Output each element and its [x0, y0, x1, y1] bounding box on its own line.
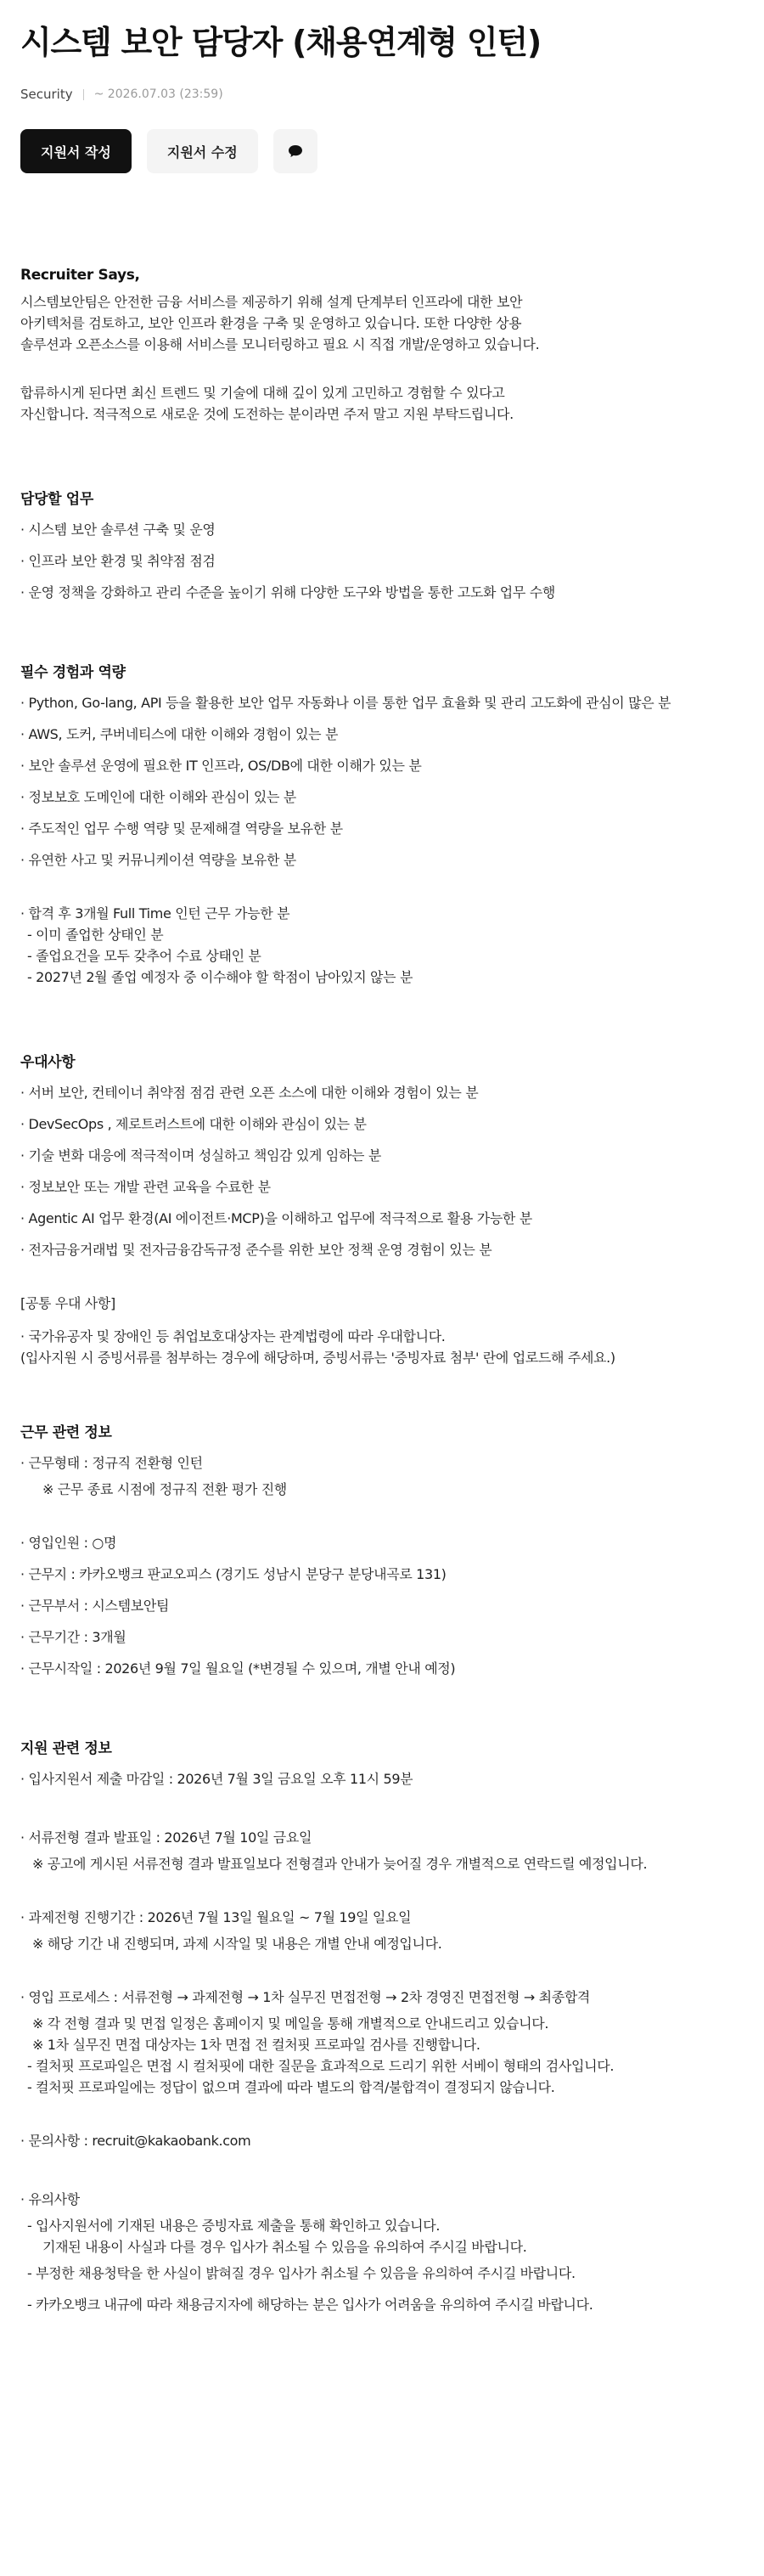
apply-button[interactable]: 지원서 작성 [20, 129, 132, 173]
common-preference-line: · 국가유공자 및 장애인 등 취업보호대상자는 관계법령에 따라 우대합니다. [20, 1328, 446, 1344]
job-description [20, 265, 744, 2320]
chat-button[interactable] [273, 129, 317, 173]
meta-divider [83, 89, 84, 100]
screening-note: ※ 공고에 게시된 서류전형 결과 발표일보다 전형결과 안내가 늦어질 경우 개별적으로 연락드릴 예정입니다. [32, 1856, 648, 1872]
work-info-item: · 근무기간 : 3개월 [20, 1629, 126, 1645]
recruiter-text-line: 자신합니다. 적극적으로 새로운 것에 도전하는 분이라면 주저 말고 지원 부탁드립니다. [20, 406, 514, 422]
process-sub-note: - 컬처핏 프로파일에는 정답이 없으며 결과에 따라 별도의 합격/불합격이 결정되지 않습니다. [27, 2079, 555, 2095]
requirements-heading: 필수 경험과 역량 [20, 664, 126, 681]
duty-item: · 인프라 보안 환경 및 취약점 점검 [20, 553, 216, 569]
preferred-item: · Agentic AI 업무 환경(AI 에이전트·MCP)을 이해하고 업무에 적극적으로 활용 가능한 분 [20, 1210, 532, 1226]
work-info-heading: 근무 관련 정보 [20, 1424, 112, 1441]
requirement-item: · 주도적인 업무 수행 역량 및 문제해결 역량을 보유한 분 [20, 820, 343, 837]
job-category: Security [20, 87, 73, 102]
process-note: ※ 각 전형 결과 및 면접 일정은 홈페이지 및 메일을 통해 개별적으로 안내드리고 있습니다. [32, 2015, 549, 2032]
recruiter-text-line: 합류하시게 된다면 최신 트렌드 및 기술에 대해 깊이 있게 고민하고 경험할 수 있다고 [20, 385, 505, 401]
assignment-note: ※ 해당 기간 내 진행되며, 과제 시작일 및 내용은 개별 안내 예정입니다. [32, 1936, 442, 1952]
process-info: · 영입 프로세스 : 서류전형 → 과제전형 → 1차 실무진 면접전형 → 2차 경영진 면접전형 → 최종합격 [20, 1989, 591, 2005]
work-info-item: · 근무지 : 카카오뱅크 판교오피스 (경기도 성남시 분당구 분당내곡로 131) [20, 1566, 447, 1582]
chat-bubble-icon [287, 143, 304, 160]
caution-item: - 카카오뱅크 내규에 따라 채용금지자에 해당하는 분은 입사가 어려움을 유의하여 주시길 바랍니다. [27, 2297, 593, 2313]
duty-item: · 운영 정책을 강화하고 관리 수준을 높이기 위해 다양한 도구와 방법을 통한 고도화 업무 수행 [20, 584, 555, 600]
eligibility-item: - 이미 졸업한 상태인 분 [27, 927, 164, 943]
eligibility-item: - 졸업요건을 모두 갖추어 수료 상태인 분 [27, 948, 261, 964]
preferred-heading: 우대사항 [20, 1054, 76, 1071]
caution-heading: · 유의사항 [20, 2191, 80, 2207]
caution-item: - 입사지원서에 기재된 내용은 증빙자료 제출을 통해 확인하고 있습니다. [27, 2218, 441, 2234]
apply-info-heading: 지원 관련 정보 [20, 1740, 112, 1757]
application-period: ~ 2026.07.03 (23:59) [93, 87, 223, 101]
edit-application-button[interactable]: 지원서 수정 [147, 129, 258, 173]
job-meta [20, 87, 744, 102]
common-preference-line: (입사지원 시 증빙서류를 첨부하는 경우에 해당하며, 증빙서류는 '증빙자료 첨부' 란에 업로드해 주세요.) [20, 1350, 615, 1366]
caution-item: - 부정한 채용청탁을 한 사실이 밝혀질 경우 입사가 취소될 수 있음을 유의하여 주시길 바랍니다. [27, 2265, 576, 2281]
action-bar [20, 129, 744, 173]
requirement-item: · AWS, 도커, 쿠버네티스에 대한 이해와 경험이 있는 분 [20, 726, 339, 742]
recruiter-text-line: 솔루션과 오픈소스를 이용해 서비스를 모니터링하고 필요 시 직접 개발/운영하고 있습니다. [20, 336, 540, 352]
requirement-item: · Python, Go-lang, API 등을 활용한 보안 업무 자동화나 이를 통한 업무 효율화 및 관리 고도화에 관심이 많은 분 [20, 695, 671, 711]
eligibility-heading: · 합격 후 3개월 Full Time 인턴 근무 가능한 분 [20, 905, 290, 922]
common-preference-heading: [공통 우대 사항] [20, 1295, 115, 1311]
duty-item: · 시스템 보안 솔루션 구축 및 운영 [20, 521, 216, 538]
work-type-note: ※ 근무 종료 시점에 정규직 전환 평가 진행 [42, 1481, 287, 1497]
preferred-item: · 기술 변화 대응에 적극적이며 성실하고 책임감 있게 임하는 분 [20, 1147, 382, 1164]
process-note: ※ 1차 실무진 면접 대상자는 1차 면접 전 컬처핏 프로파일 검사를 진행합니다. [32, 2037, 480, 2053]
recruiter-text-line: 시스템보안팀은 안전한 금융 서비스를 제공하기 위해 설계 단계부터 인프라에 대한 보안 [20, 294, 523, 310]
screening-info: · 서류전형 결과 발표일 : 2026년 7월 10일 금요일 [20, 1829, 312, 1846]
requirement-item: · 보안 솔루션 운영에 필요한 IT 인프라, OS/DB에 대한 이해가 있는 분 [20, 758, 422, 774]
recruiter-heading: Recruiter Says, [20, 267, 140, 284]
duties-heading: 담당할 업무 [20, 491, 93, 508]
eligibility-item: - 2027년 2월 졸업 예정자 중 이수해야 할 학점이 남아있지 않는 분 [27, 969, 413, 985]
work-type: · 근무형태 : 정규직 전환형 인턴 [20, 1455, 203, 1471]
preferred-item: · 정보보안 또는 개발 관련 교육을 수료한 분 [20, 1179, 271, 1195]
preferred-item: · 서버 보안, 컨테이너 취약점 점검 관련 오픈 소스에 대한 이해와 경험이 있는 분 [20, 1085, 479, 1101]
page-title: 시스템 보안 담당자 (채용연계형 인턴) [20, 24, 542, 61]
deadline-info: · 입사지원서 제출 마감일 : 2026년 7월 3일 금요일 오후 11시 59분 [20, 1771, 413, 1787]
process-sub-note: - 컬처핏 프로파일은 면접 시 컬처핏에 대한 질문을 효과적으로 드리기 위한 서베이 형태의 검사입니다. [27, 2058, 615, 2074]
contact-info: · 문의사항 : recruit@kakaobank.com [20, 2133, 251, 2149]
assignment-info: · 과제전형 진행기간 : 2026년 7월 13일 월요일 ~ 7월 19일 일요일 [20, 1909, 412, 1925]
work-info-item: · 영입인원 : ○명 [20, 1535, 117, 1551]
work-info-item: · 근무시작일 : 2026년 9월 7일 월요일 (*변경될 수 있으며, 개별 안내 예정) [20, 1660, 456, 1677]
preferred-item: · DevSecOps , 제로트러스트에 대한 이해와 관심이 있는 분 [20, 1116, 367, 1132]
preferred-item: · 전자금융거래법 및 전자금융감독규정 준수를 위한 보안 정책 운영 경험이 있는 분 [20, 1242, 492, 1258]
work-info-item: · 근무부서 : 시스템보안팀 [20, 1598, 170, 1614]
requirement-item: · 유연한 사고 및 커뮤니케이션 역량을 보유한 분 [20, 852, 296, 868]
caution-item-cont: 기재된 내용이 사실과 다를 경우 입사가 취소될 수 있음을 유의하여 주시길 바랍니다. [42, 2239, 527, 2255]
requirement-item: · 정보보호 도메인에 대한 이해와 관심이 있는 분 [20, 789, 296, 805]
recruiter-text-line: 아키텍처를 검토하고, 보안 인프라 환경을 구축 및 운영하고 있습니다. 또한 다양한 상용 [20, 315, 522, 331]
